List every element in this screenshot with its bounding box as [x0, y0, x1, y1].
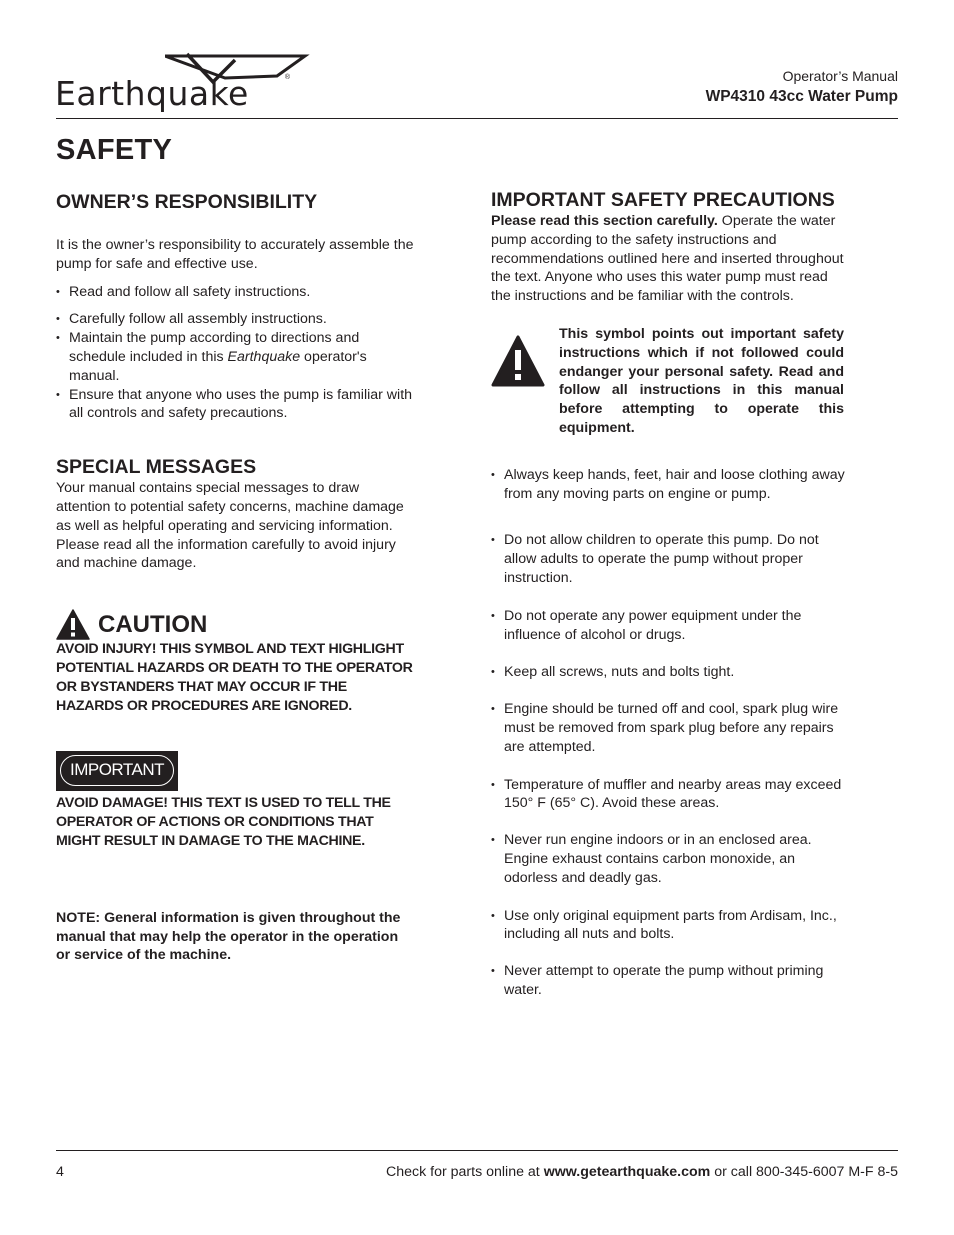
header-divider: [56, 118, 898, 119]
important-body: AVOID DAMAGE! THIS TEXT IS USED TO TELL THE OPERATOR OF ACTIONS OR CONDITIONS THAT MIGHT RESULT IN DAMAGE TO THE MACHINE.: [56, 795, 391, 849]
special-heading: SPECIAL MESSAGES: [56, 456, 257, 479]
list-item: • Never attempt to operate the pump without priming water.: [491, 962, 851, 1000]
footer-call-text: or call 800-345-6007 M-F 8-5: [710, 1164, 898, 1180]
list-item: • Ensure that anyone who uses the pump is familiar with all controls and safety precautions.: [56, 386, 416, 424]
footer-url-link[interactable]: www.getearthquake.com: [543, 1164, 711, 1180]
list-item: • Do not allow children to operate this pump. Do not allow adults to operate the pump without proper instruction.: [491, 531, 851, 587]
list-item: [56, 329, 416, 385]
logo-registered-mark: ®: [284, 74, 290, 81]
list-item: • Temperature of muffler and nearby areas may exceed 150° F (65° C). Avoid these areas.: [491, 776, 851, 814]
precautions-intro: [491, 212, 851, 306]
page-title: SAFETY: [56, 134, 173, 166]
safety-symbol-box: [491, 325, 851, 438]
right-column: [491, 188, 851, 1000]
important-badge-label: IMPORTANT: [60, 755, 174, 786]
list-item: • Keep all screws, nuts and bolts tight.: [491, 663, 851, 682]
special-body: Your manual contains special messages to draw attention to potential safety concerns, machine damage as well as helpful operating and servicing information. Please read all the information carefully to avoid injury and machine damage.: [56, 480, 404, 572]
precautions-intro-rest: Operate the water pump according to the safety instructions and recommendations outlined here and inserted throughout the text. Anyone who uses this water pump must read the instructions and be familiar with the controls.: [491, 213, 844, 305]
list-item: • Read and follow all safety instructions.: [56, 283, 416, 302]
footer-divider: [56, 1150, 898, 1151]
list-item: • Engine should be turned off and cool, spark plug wire must be removed from spark plug before any repairs are attempted.: [491, 700, 851, 756]
caution-heading: CAUTION: [98, 610, 208, 638]
list-item: • Always keep hands, feet, hair and loose clothing away from any moving parts on engine or pump.: [491, 466, 851, 504]
footer-contact: [386, 1164, 898, 1180]
caution-header: [56, 609, 416, 640]
owners-heading: OWNER’S RESPONSIBILITY: [56, 191, 318, 213]
footer-check-text: Check for parts online at: [385, 1164, 544, 1180]
precautions-list: [491, 466, 851, 1000]
list-item: • Never run engine indoors or in an enclosed area. Engine exhaust contains carbon monoxide, an odorless and deadly gas.: [491, 831, 851, 887]
caution-body: AVOID INJURY! THIS SYMBOL AND TEXT HIGHLIGHT POTENTIAL HAZARDS OR DEATH TO THE OPERATOR OR BYSTANDERS THAT MAY OCCUR IF THE HAZARDS OR PROCEDURES ARE IGNORED.: [56, 641, 413, 714]
list-item: • Do not operate any power equipment under the influence of alcohol or drugs.: [491, 607, 851, 645]
owners-list: [56, 283, 416, 302]
model-name: WP4310 43cc Water Pump: [705, 88, 898, 105]
maintain-after: operator's manual.: [69, 348, 367, 384]
owners-intro: It is the owner’s responsibility to accurately assemble the pump for safe and effective use.: [56, 237, 414, 272]
safety-symbol-text: This symbol points out important safety instructions which if not followed could endanger your personal safety. Read and follow all instructions in this manual before attempting to operate this equipment.: [559, 325, 844, 436]
manual-label: Operator’s Manual: [782, 68, 898, 84]
left-column: [56, 190, 416, 965]
owners-list-2: [56, 310, 416, 423]
precautions-intro-bold: Please read this section carefully.: [491, 213, 718, 229]
general-note: NOTE: General information is given throughout the manual that may help the operator in the operation or service of the machine.: [56, 909, 401, 964]
maintain-before: Maintain the pump according to directions and schedule included in this: [69, 330, 360, 365]
important-badge: [56, 751, 178, 791]
warning-triangle-icon: [491, 335, 545, 387]
page-number: 4: [56, 1164, 64, 1180]
earthquake-logo: [55, 52, 290, 116]
maintain-brand: Earthquake: [227, 348, 301, 365]
precautions-heading: IMPORTANT SAFETY PRECAUTIONS: [491, 189, 835, 211]
warning-triangle-icon: [56, 609, 90, 640]
list-item: • Use only original equipment parts from Ardisam, Inc., including all nuts and bolts.: [491, 907, 851, 945]
header-info: [706, 68, 898, 106]
list-item: • Carefully follow all assembly instructions.: [56, 310, 416, 329]
logo-text: Earthquake: [55, 74, 249, 113]
